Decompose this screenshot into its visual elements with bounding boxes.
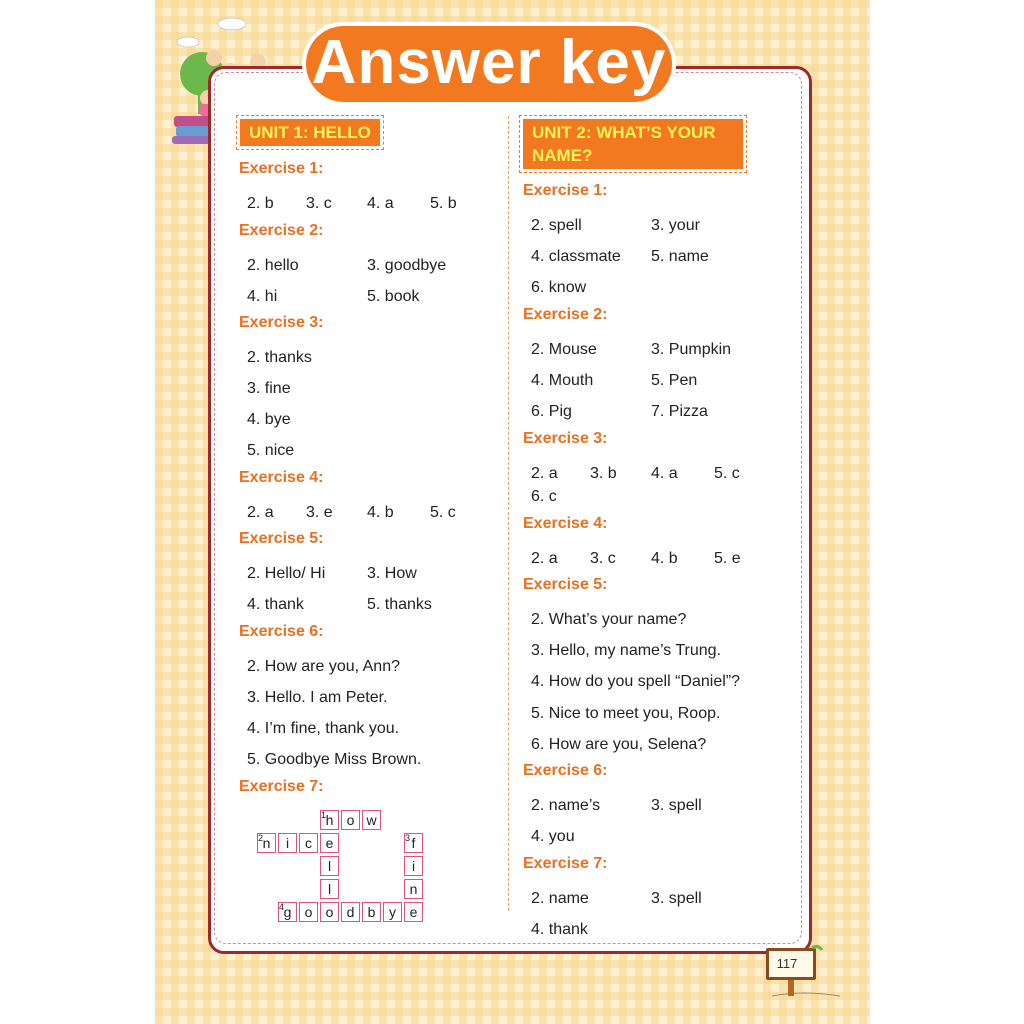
unit2-ex7-label: Exercise 7: [523, 855, 608, 872]
unit2-ex4-answer: 2. a [531, 550, 558, 567]
crossword-cell: o [320, 902, 339, 922]
unit2-ex4-answer: 3. c [590, 550, 616, 567]
unit2-ex2-answer: 5. Pen [651, 372, 698, 389]
unit1-ex1-answer: 3. c [306, 195, 332, 212]
crossword-cell: f [404, 833, 423, 853]
crossword-cell: e [404, 902, 423, 922]
unit1-ex3-label: Exercise 3: [239, 314, 324, 331]
unit1-ex1-answer: 2. b [247, 195, 274, 212]
crossword-cell: g [278, 902, 297, 922]
unit1-ex5-label: Exercise 5: [239, 530, 324, 547]
unit2-ex1-answer: 3. your [651, 217, 700, 234]
unit1-ex5-answer: 3. How [367, 565, 417, 582]
unit1-ex4-answer: 3. e [306, 504, 333, 521]
unit1-ex6-answer: 2. How are you, Ann? [247, 658, 400, 675]
crossword-cell: b [362, 902, 381, 922]
unit1-ex4-answer: 4. b [367, 504, 394, 521]
unit2-ex5-answer: 3. Hello, my name’s Trung. [531, 642, 722, 659]
page-number: 117 [776, 956, 798, 971]
unit2-ex3-answer: 2. a [531, 465, 558, 482]
crossword-clue-number: 4 [279, 902, 285, 912]
unit2-ex1-label: Exercise 1: [523, 182, 608, 199]
unit1-ex1-label: Exercise 1: [239, 160, 324, 177]
unit2-ex2-answer: 3. Pumpkin [651, 341, 732, 358]
crossword-cell: w [362, 810, 381, 830]
unit2-ex2-answer: 4. Mouth [531, 372, 594, 389]
unit2-ex1-answer: 4. classmate [531, 248, 621, 265]
unit1-ex2-answer: 5. book [367, 288, 420, 305]
crossword-cell: c [299, 833, 318, 853]
unit2-ex6-answer: 2. name’s [531, 797, 601, 814]
unit1-ex6-answer: 4. I’m fine, thank you. [247, 720, 400, 737]
unit1-ex2-answer: 2. hello [247, 257, 299, 274]
unit1-ex3-answer: 3. fine [247, 380, 291, 397]
unit2-ex3-answer: 6. c [531, 488, 557, 505]
crossword-cell: i [278, 833, 297, 853]
unit1-ex3-answer: 4. bye [247, 411, 291, 428]
crossword-cell: d [341, 902, 360, 922]
crossword-clue-number: 2 [258, 833, 264, 843]
unit1-ex1-answer: 5. b [430, 195, 457, 212]
unit2-ex1-answer: 5. name [651, 248, 709, 265]
crossword-cell: i [404, 856, 423, 876]
unit2-ex5-answer: 6. How are you, Selena? [531, 736, 707, 753]
crossword-cell: o [341, 810, 360, 830]
unit1-ex5-answer: 5. thanks [367, 596, 432, 613]
crossword-cell: o [299, 902, 318, 922]
unit2-ex6-answer: 3. spell [651, 797, 702, 814]
unit2-ex2-answer: 7. Pizza [651, 403, 708, 420]
unit2-ex3-answer: 4. a [651, 465, 678, 482]
unit1-ex6-answer: 3. Hello. I am Peter. [247, 689, 388, 706]
crossword-cell: e [320, 833, 339, 853]
unit2-ex1-answer: 2. spell [531, 217, 582, 234]
crossword-cell: l [320, 879, 339, 899]
crossword-cell: n [404, 879, 423, 899]
crossword-cell: l [320, 856, 339, 876]
unit1-ex6-label: Exercise 6: [239, 623, 324, 640]
unit2-heading [523, 119, 743, 169]
unit1-ex4-answer: 5. c [430, 504, 456, 521]
unit1-ex5-answer: 4. thank [247, 596, 304, 613]
unit2-ex4-answer: 4. b [651, 550, 678, 567]
unit1-ex2-answer: 3. goodbye [367, 257, 447, 274]
unit2-ex5-label: Exercise 5: [523, 576, 608, 593]
unit2-ex2-label: Exercise 2: [523, 306, 608, 323]
unit2-ex6-label: Exercise 6: [523, 762, 608, 779]
unit2-ex4-answer: 5. e [714, 550, 741, 567]
crossword-cell: h [320, 810, 339, 830]
unit2-ex2-answer: 2. Mouse [531, 341, 597, 358]
unit2-ex5-answer: 2. What’s your name? [531, 611, 687, 628]
unit2-ex7-answer: 2. name [531, 890, 589, 907]
unit2-ex3-label: Exercise 3: [523, 430, 608, 447]
unit1-ex4-label: Exercise 4: [239, 469, 324, 486]
unit2-ex3-answer: 3. b [590, 465, 617, 482]
column-divider [508, 116, 509, 911]
unit2-ex5-answer: 5. Nice to meet you, Roop. [531, 705, 721, 722]
unit1-ex3-answer: 5. nice [247, 442, 295, 459]
unit2-heading-line2: NAME? [532, 146, 593, 165]
unit2-ex3-answer: 5. c [714, 465, 740, 482]
crossword-clue-number: 3 [405, 833, 411, 843]
crossword-cell: n [257, 833, 276, 853]
unit1-ex2-answer: 4. hi [247, 288, 278, 305]
unit1-ex1-answer: 4. a [367, 195, 394, 212]
unit2-ex7-answer: 4. thank [531, 921, 588, 938]
crossword-cell: y [383, 902, 402, 922]
unit1-ex3-answer: 2. thanks [247, 349, 312, 366]
unit2-heading-line1: UNIT 2: WHAT’S YOUR [532, 123, 716, 142]
unit1-ex2-label: Exercise 2: [239, 222, 324, 239]
unit2-ex6-answer: 4. you [531, 828, 575, 845]
unit1-ex5-answer: 2. Hello/ Hi [247, 565, 326, 582]
unit1-ex7-label: Exercise 7: [239, 778, 324, 795]
unit2-ex7-answer: 3. spell [651, 890, 702, 907]
crossword-clue-number: 1 [321, 810, 327, 820]
unit2-ex5-answer: 4. How do you spell “Daniel”? [531, 673, 740, 690]
unit1-heading: UNIT 1: HELLO [240, 119, 380, 146]
page-title: Answer key [306, 26, 672, 102]
unit1-ex4-answer: 2. a [247, 504, 274, 521]
unit2-ex4-label: Exercise 4: [523, 515, 608, 532]
answer-frame [208, 66, 812, 954]
unit2-ex1-answer: 6. know [531, 279, 587, 296]
unit1-ex6-answer: 5. Goodbye Miss Brown. [247, 751, 422, 768]
unit2-ex2-answer: 6. Pig [531, 403, 572, 420]
